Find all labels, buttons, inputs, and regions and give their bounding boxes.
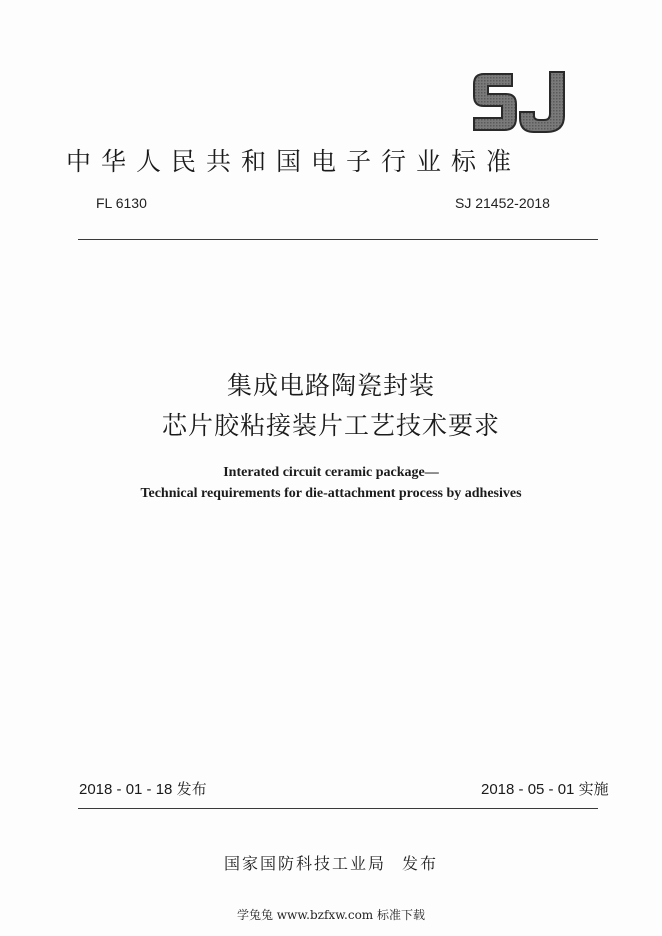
publisher-suffix: 发布: [402, 854, 439, 873]
title-cn-line-2: 芯片胶粘接装片工艺技术要求: [161, 411, 500, 440]
issue-date: 2018 - 01 - 18 发布: [79, 781, 207, 798]
sj-logo-icon: [472, 68, 568, 136]
header-divider: [78, 239, 598, 240]
publisher-name: 国家国防科技工业局: [223, 854, 386, 873]
title-en-line-2: Technical requirements for die-attachment process by adhesives: [140, 486, 522, 501]
publisher-line: [0, 851, 662, 874]
standard-number: SJ 21452-2018: [455, 195, 550, 211]
footer-divider: [78, 808, 598, 809]
title-cn-line-1: 集成电路陶瓷封装: [226, 371, 435, 400]
org-standard-title: 中华人民共和国电子行业标准: [66, 147, 522, 176]
download-watermark: 学兔兔 www.bzfxw.com 标准下载: [236, 908, 426, 922]
implementation-date: 2018 - 05 - 01 实施: [481, 781, 609, 798]
title-en-line-1: Interated circuit ceramic package—: [223, 465, 439, 480]
classification-code: FL 6130: [96, 195, 147, 211]
